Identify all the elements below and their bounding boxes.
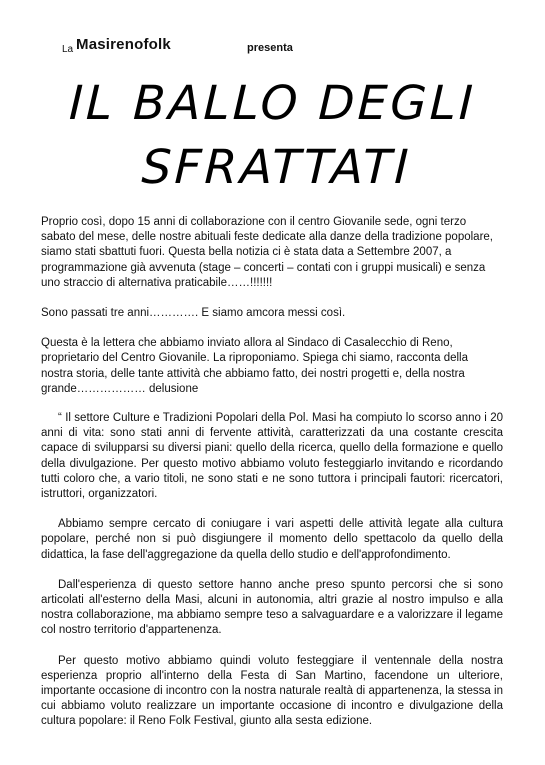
page-title-line-2: SFRATTATI	[140, 140, 413, 195]
letter-paragraph-2: Abbiamo sempre cercato di coniugare i vari aspetti delle attività legate alla cultura popolare, perché non si può disgiungere il momento dello spettacolo da quello della didattica, la fase dell'aggregazione da quella dello studio e dell'approfondimento.	[41, 518, 503, 561]
page-title-line-1: IL BALLO DEGLI	[68, 76, 477, 131]
letter-paragraph-1: “ Il settore Culture e Tradizioni Popolari della Pol. Masi ha compiuto lo scorso anno i 20 anni di vita: sono stati anni di fervente attività, caratterizzati da una costante crescita capace di svilupparsi su diversi piani: quello della ricerca, quello della formazione e quello della divulgazione. Per questo motivo abbiamo voluto festeggiarlo invitando e ricordando tutti coloro che, a vario titoli, ne sono stati e ne sono tuttora i principali fautori: ricercatori, istruttori, organizzatori.	[41, 412, 503, 501]
letter-intro-paragraph: Questa è la lettera che abbiamo inviato allora al Sindaco di Casalecchio di Reno, proprietario del Centro Giovanile. La riproponiamo. Spiega chi siamo, racconta della nostra storia, delle tante attività che abbiamo fatto, dei nostri progetti e, della nostra grande……………… delusione	[41, 337, 469, 395]
presenter-line	[0, 34, 545, 62]
intro-paragraph: Proprio così, dopo 15 anni di collaborazione con il centro Giovanile sede, ogni terzo sabato del mese, delle nostre abituali feste dedicate alla danze della tradizione popolare, siamo stati sbattuti fuori. Questa bella notizia ci è stata data a Settembre 2007, a programmazione già avvenuta (stage – concerti – contati con i gruppi musicali) e senza uno straccio di alternativa praticabile……!!!!!!!	[41, 216, 493, 289]
years-passed-paragraph: Sono passati tre anni…………. E siamo amcora messi così.	[41, 307, 346, 320]
document-body	[41, 215, 503, 745]
header-la: La	[62, 44, 74, 55]
header-presenta: presenta	[247, 42, 293, 54]
letter-paragraph-3: Dall'esperienza di questo settore hanno anche preso spunto percorsi che si sono articolati all'esterno della Masi, alcuni in autonomia, altri grazie al nostro impulso e alla nostra collaborazione, ma abbiamo sempre teso a salvaguardare e a valorizzare il legame col nostro territorio d'appartenenza.	[41, 578, 503, 637]
brand-name: Masirenofolk	[76, 36, 171, 53]
letter-paragraph-4: Per questo motivo abbiamo quindi voluto festeggiare il ventennale della nostra esperienza proprio all'interno della Festa di San Martino, facendone un ulteriore, importante occasione di incontro con la nostra naturale realtà di appartenenza, la stessa in cui abbiamo voluto realizzare un importante occasione di incontro e divulgazione della cultura popolare: il Reno Folk Festival, giunto alla sesta edizione.	[41, 654, 503, 728]
